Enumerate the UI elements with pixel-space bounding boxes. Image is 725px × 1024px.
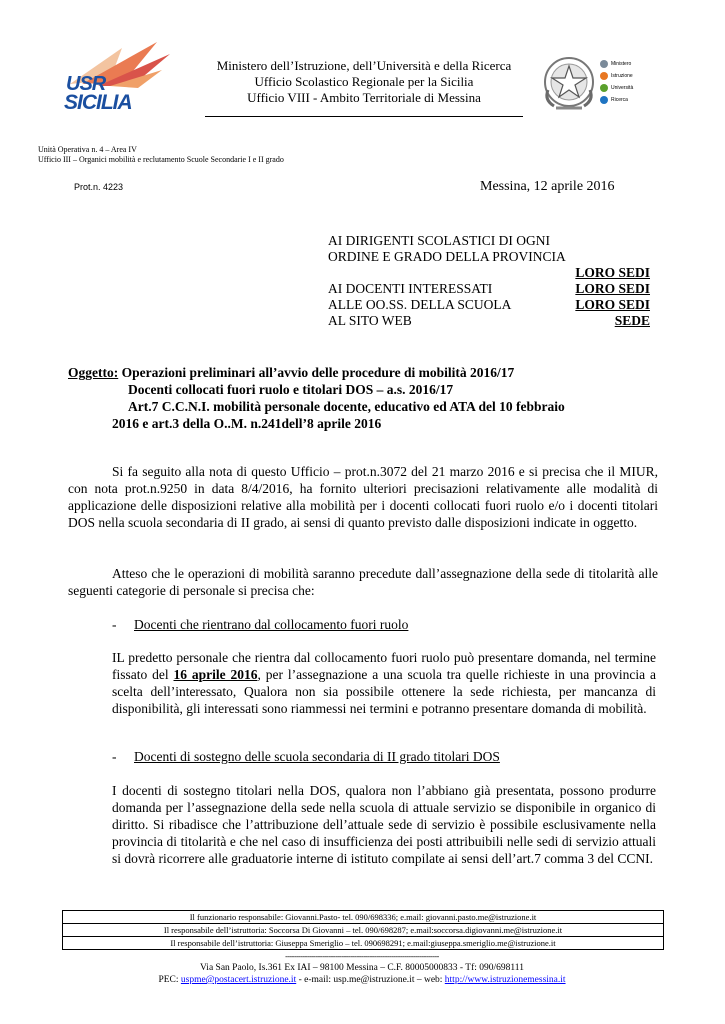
body-paragraph-4: I docenti di sostegno titolari nella DOS, qualora non l’abbiano già presentata, possono produrre domanda per l’assegnazione della sede nella scuola di attuale servizio se disponibile in organico di diritto. Si ribadisce che l’attribuzione dell’attuale sede di servizio è possibile esclusivamente nella provincia di titolarità e che nel caso di insufficienza dei posti attribuibili nelle sedi di servizio attuali si dovrà ricorrere alle graduatorie interne di istituto compilate ai sensi dell’art.7 comma 3 del CCNI. <box>112 783 656 866</box>
body-paragraph-3: IL predetto personale che rientra dal collocamento fuori ruolo può presentare domanda, nel termine fissato del 16 aprile 2016, per l’assegnazione a una scuola tra quelle richieste in una provincia a scelta dell’interessato, Qualora non sia possibile ottenere la sede richiesta, per mancanza di disponibilità, gli interessati sono riammessi nei termini e potranno presentare domanda di mobilità. <box>112 650 656 716</box>
logo-text-sicilia: SICILIA <box>64 91 132 114</box>
body-paragraph-2: Atteso che le operazioni di mobilità saranno precedute dall’assegnazione della sede di titolarità alle seguenti categorie di personale si precisa che: <box>68 566 658 598</box>
bullet-item-1: - Docenti che rientrano dal collocamento fuori ruolo <box>112 617 409 632</box>
footer-separator: ----------------------------------------------------------------------- <box>285 952 439 961</box>
addressee-line: ORDINE E GRADO DELLA PROVINCIA <box>328 249 566 264</box>
subject-label: Oggetto: <box>68 365 119 380</box>
bullet-dash: - <box>112 749 117 764</box>
header-ufficio: Ufficio VIII - Ambito Territoriale di Messina <box>247 90 481 105</box>
header-office: Ufficio Scolastico Regionale per la Sicilia <box>254 74 474 89</box>
website-link[interactable]: http://www.istruzionemessina.it <box>444 975 566 985</box>
addressee-block <box>328 233 650 329</box>
header-block <box>205 58 523 106</box>
side-item-istruzione: Istruzione <box>600 70 680 82</box>
dot-icon <box>600 72 608 80</box>
header-ministry: Ministero dell’Istruzione, dell’Università e della Ricerca <box>216 58 512 73</box>
footer-address-block <box>62 962 662 986</box>
side-item-universita: Università <box>600 82 680 94</box>
side-item-ministero: Ministero <box>600 58 680 70</box>
addressee-row: ALLE OO.SS. DELLA SCUOLA LORO SEDI <box>328 297 650 312</box>
operative-unit: Unità Operativa n. 4 – Area IV Ufficio III – Organici mobilità e reclutamento Scuole Secondarie I e II grado <box>38 145 284 164</box>
side-item-ricerca: Ricerca <box>600 94 680 106</box>
addressee-row: AI DOCENTI INTERESSATI LORO SEDI <box>328 281 650 296</box>
bullet-dash: - <box>112 617 117 632</box>
dot-icon <box>600 84 608 92</box>
subject-block: Oggetto: Operazioni preliminari all’avvio delle procedure di mobilità 2016/17 Docenti collocati fuori ruolo e titolari DOS – a.s. 2016/17 Art.7 C.C.N.I. mobilità personale docente, educativo ed ATA del 10 febbraio 2016 e art.3 della O..M. n.241dell’8 aprile 2016 <box>68 365 565 431</box>
addressee-line: AI DIRIGENTI SCOLASTICI DI OGNI <box>328 233 550 248</box>
pec-link[interactable]: uspme@postacert.istruzione.it <box>180 975 297 985</box>
responsible-row: Il responsabile dell’istruttoria: Giuseppa Smeriglio – tel. 090698291; e.mail:giuseppa.smeriglio.me@istruzione.it <box>170 938 556 948</box>
republic-emblem-icon <box>540 52 598 114</box>
header-rule <box>205 116 523 117</box>
body-paragraph-1: Si fa seguito alla nota di questo Ufficio – prot.n.3072 del 21 marzo 2016 e si precisa che il MIUR, con nota prot.n.9250 in data 8/4/2016, ha fornito ulteriori precisazioni relativamente alle modalità di applicazione delle disposizioni relative alla mobilità per i docenti collocati fuori ruolo e/o i docenti titolari DOS nella scuola secondaria di II grado, ai sensi di quanto previsto dalle disposizioni indicate in oggetto. <box>68 464 658 530</box>
logo-text-usr: USR <box>66 73 106 95</box>
dot-icon <box>600 96 608 104</box>
responsibles-table <box>62 910 664 950</box>
responsible-row: Il responsabile dell’istruttoria: Soccorsa Di Giovanni – tel. 090/698287; e.mail:soccorsa.digiovanni.me@istruzione.it <box>63 924 663 937</box>
dot-icon <box>600 60 608 68</box>
responsible-row: Il funzionario responsabile: Giovanni.Pasto- tel. 090/698336; e.mail: giovanni.pasto.me@istruzione.it <box>63 911 663 924</box>
usr-sicilia-logo <box>62 40 172 116</box>
ministry-side-list <box>600 58 680 106</box>
letter-date: Messina, 12 aprile 2016 <box>480 179 615 194</box>
contacts-line: PEC: uspme@postacert.istruzione.it - e-mail: usp.me@istruzione.it – web: http://www.istruzionemessina.it <box>158 975 566 985</box>
bullet-item-2: - Docenti di sostegno delle scuola secondaria di II grado titolari DOS <box>112 749 500 764</box>
addressee-row: AL SITO WEB SEDE <box>328 313 650 328</box>
protocol-number: Prot.n. 4223 <box>74 182 124 192</box>
addressee-tag: LORO SEDI <box>575 265 650 280</box>
office-address: Via San Paolo, Is.361 Ex IAI – 98100 Messina – C.F. 80005000833 - Tf: 090/698111 <box>200 963 524 973</box>
